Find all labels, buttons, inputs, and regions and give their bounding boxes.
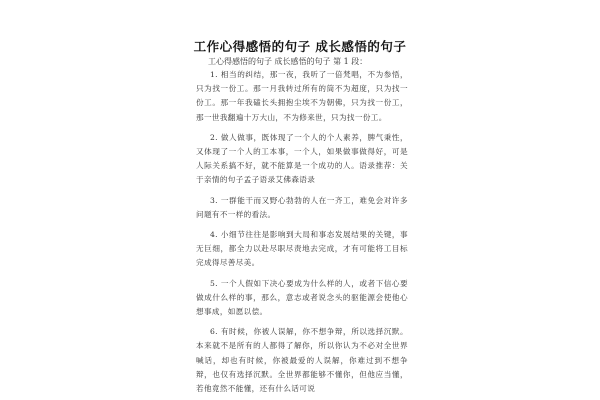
paragraph-3: 3. 一群能干而又野心勃勃的人在一齐工，难免会对许多问题有不一样的看法。: [196, 195, 408, 219]
paragraph-6: 6. 有时候，你被人误解，你不想争辩，所以选择沉默。本来就不是所有的人都得了解你，所以你认为不必对全世界喊话，却也有时候，你被最爱的人误解，你难过到不想争辩，也仅有选择沉默。全世界都能够不懂你，但他应当懂，若他竟然不能懂，还有什么话可说: [196, 327, 408, 394]
document-body: [196, 56, 408, 396]
paragraph-2: 2. 做人做事，既体现了一个人的个人素养，脾气秉性，又体现了一个人的工本事，一个人，如果做事做得好，可是人际关系搞不好，就不能算是一个成功的人。语录推荐：关于亲情的句子孟子语录艾佛森语录: [196, 132, 408, 185]
document-title: 工作心得感悟的句子 成长感悟的句子: [193, 39, 407, 54]
paragraph-1: 1. 相当的纠结，那一夜，我听了一倍梵唱，不为参悟，只为找一份工。那一月我转过所有的筒不为超度，只为找一份工。那一年我磕长头拥抱尘埃不为朝佛，只为找一份工，那一世我翻遍十万大山，不为修来世，只为找一份工。: [196, 70, 408, 122]
paragraph-4: 4. 小细节往往是影响到大局和事态发展结果的关键，事无巨细，都全力以赴尽职尽责地去完成，才有可能将工目标完成得尽善尽美。: [196, 230, 408, 268]
paragraph-5: 5. 一个人假如下决心要成为什么样的人，或者下信心要做成什么样的事，那么，意志或者说念头的驱能源会使他心想事成，如愿以偿。: [196, 278, 408, 317]
document-subtitle: 工心得感悟的句子 成长感悟的句子 第 1 段：: [208, 57, 368, 66]
